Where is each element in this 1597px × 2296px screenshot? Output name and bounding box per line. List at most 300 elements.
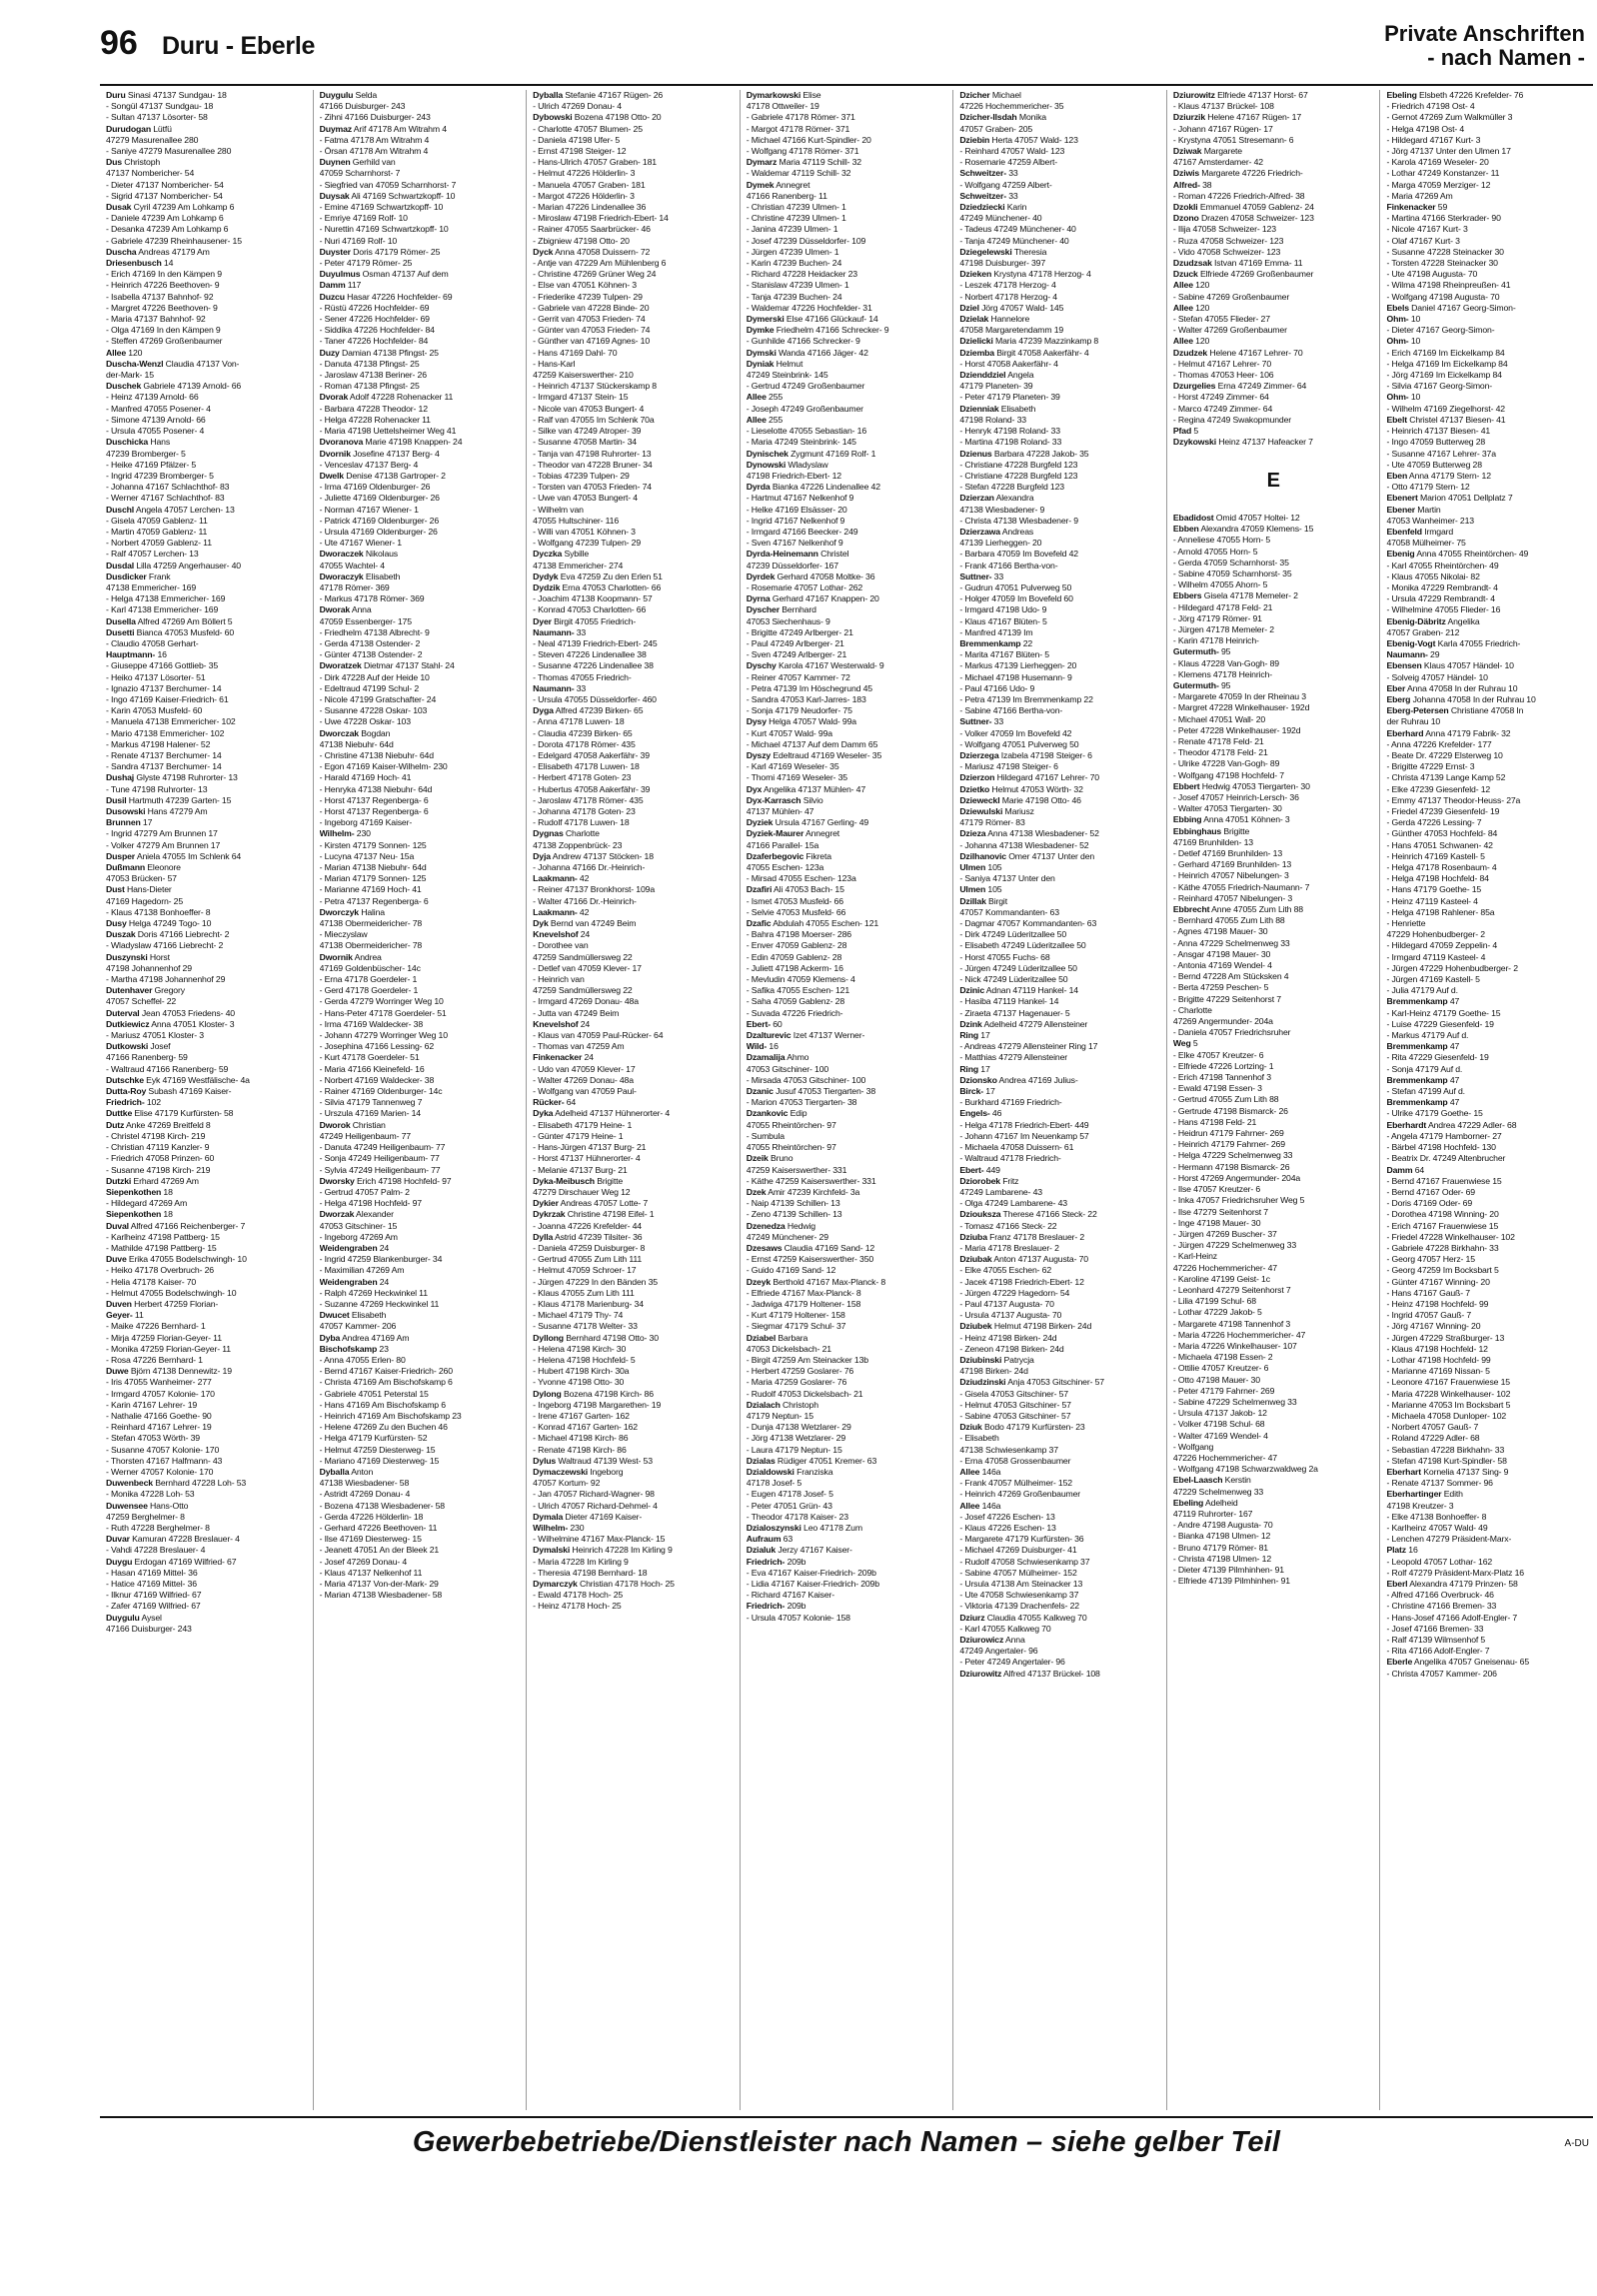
directory-entry: 47166 Ranenberg- 59 — [106, 1052, 188, 1063]
directory-entry: Dzialuk Jerzy 47167 Kaiser- — [746, 1545, 852, 1556]
directory-entry: - Dorothee van — [533, 940, 589, 951]
directory-entry: Dzienus Barbara 47228 Jakob- 35 — [959, 448, 1089, 459]
directory-entry: - Helena 47198 Hochfeld- 5 — [533, 1354, 636, 1365]
directory-entry: - Elke 47055 Eschen- 62 — [959, 1265, 1052, 1276]
directory-entry: - Heinz 47178 Hoch- 25 — [533, 1601, 622, 1612]
directory-entry: Dziurowicz Anna — [959, 1635, 1025, 1646]
section-title — [1384, 22, 1585, 70]
directory-entry: - Ute 47167 Wiener- 1 — [319, 538, 402, 549]
directory-entry: 47166 Duisburger- 243 — [106, 1623, 192, 1634]
directory-entry: - Walter 47269 Donau- 48a — [533, 1074, 634, 1085]
directory-entry: - Elfriede 47167 Max-Planck- 8 — [746, 1287, 861, 1298]
directory-entry: Duynen Gerhild van — [319, 157, 396, 168]
directory-entry: - Heinrich 47137 Stückerskamp 8 — [533, 381, 657, 392]
directory-entry: - Ruth 47228 Berghelmer- 8 — [106, 1523, 210, 1533]
directory-entry: - Ulrike 47228 Van-Gogh- 89 — [1172, 758, 1280, 769]
directory-entry: - Edeltraud 47199 Schul- 2 — [319, 682, 420, 693]
directory-entry: - Ursula 47137 Augusta- 70 — [959, 1310, 1062, 1321]
directory-entry: Brunnen 17 — [106, 817, 153, 828]
directory-entry: - Irmgard 47166 Beecker- 249 — [746, 526, 858, 537]
directory-entry: - Jürgen 47239 Ulmen- 1 — [746, 246, 839, 257]
directory-entry: - Beate Dr. 47229 Elsterweg 10 — [1386, 749, 1503, 760]
directory-entry: Ebben Alexandra 47059 Klemens- 15 — [1172, 524, 1314, 535]
directory-entry: - Hans-Josef 47166 Adolf-Engler- 7 — [1386, 1612, 1518, 1623]
directory-entry: Eberhard Anna 47179 Fabrik- 32 — [1386, 727, 1511, 738]
directory-entry: - Uwe van 47053 Bungert- 4 — [533, 493, 638, 504]
directory-entry: Dzudzek Helene 47167 Lehrer- 70 — [1172, 347, 1303, 358]
directory-entry: - Gerd 47178 Goerdeler- 1 — [319, 985, 419, 996]
directory-entry: - Wilhelmine 47167 Max-Planck- 15 — [533, 1534, 666, 1545]
directory-entry: - Renate 47198 Kirch- 86 — [533, 1444, 627, 1455]
directory-entry: 47057 Kammer- 206 — [319, 1321, 397, 1332]
directory-entry: - Sandra 47053 Karl-Jarres- 183 — [746, 693, 866, 704]
directory-entry: - Wolfgang 47198 Hochfeld- 7 — [1172, 769, 1284, 780]
directory-entry: - Hans-Ulrich 47057 Graben- 181 — [533, 157, 657, 168]
directory-entry: - Waldemar 47226 Hochfelder- 31 — [746, 302, 872, 313]
directory-entry: - Ralf 47139 Wilmsenhof 5 — [1386, 1635, 1486, 1646]
directory-entry: - Else van 47051 Köhnen- 3 — [533, 280, 637, 291]
directory-entry: - Sabine 47053 Gitschiner- 57 — [959, 1410, 1071, 1421]
directory-entry: - Detlef van 47059 Klever- 17 — [533, 962, 642, 973]
directory-entry: - Karlheinz 47057 Wald- 49 — [1386, 1523, 1488, 1533]
directory-entry: Dzykowski Heinz 47137 Hafeacker 7 — [1172, 437, 1313, 448]
directory-entry: - Herbert 47178 Goten- 23 — [533, 772, 632, 783]
directory-entry: - Antje van 47229 Am Mühlenberg 6 — [533, 258, 667, 269]
directory-entry: - Friedel 47239 Giesenfeld- 19 — [1386, 806, 1500, 816]
directory-entry: Dziubek Helmut 47198 Birken- 24d — [959, 1321, 1092, 1332]
directory-entry: - Ilse 47057 Kreutzer- 6 — [1172, 1184, 1261, 1195]
directory-entry: - Daniele 47239 Am Lohkamp 6 — [106, 213, 224, 224]
directory-entry: - Tanja 47239 Buchen- 24 — [746, 291, 842, 302]
directory-entry: - Margret 47226 Beethoven- 9 — [106, 302, 218, 313]
directory-entry: - Hildegard 47167 Kurt- 3 — [1386, 134, 1481, 145]
directory-entry: - Roman 47226 Friedrich-Alfred- 38 — [1172, 190, 1305, 201]
directory-entry: - Horst 47137 Hühnerorter- 4 — [533, 1153, 641, 1164]
directory-entry: - Irmgard 47198 Udo- 9 — [959, 604, 1047, 615]
directory-entry: - Karlheinz 47198 Pattberg- 15 — [106, 1231, 220, 1242]
directory-entry: - Gernot 47269 Zum Walkmüller 3 — [1386, 112, 1513, 123]
directory-entry: Dzeyk Berthold 47167 Max-Planck- 8 — [746, 1276, 886, 1287]
directory-entry: - Ingeborg 47169 Kaiser- — [319, 817, 413, 828]
directory-entry: - Berta 47259 Peschen- 5 — [1172, 982, 1269, 993]
directory-entry: - Ralf van 47055 Im Schlenk 70a — [533, 414, 655, 425]
directory-entry: Ulmen 105 — [959, 884, 1002, 895]
directory-entry: - Vahdi 47228 Breslauer- 4 — [106, 1545, 206, 1556]
directory-entry: - Naip 47139 Schillen- 13 — [746, 1198, 840, 1209]
directory-entry: - Christine 47138 Niebuhr- 64d — [319, 749, 434, 760]
directory-entry: - Ingeborg 47198 Margarethen- 19 — [533, 1399, 662, 1410]
directory-entry: - Gabriele 47051 Peterstal 15 — [319, 1388, 429, 1399]
directory-entry: - Marga 47059 Merziger- 12 — [1386, 179, 1491, 190]
directory-entry: - Ingrid 47057 Gauß- 7 — [1386, 1310, 1472, 1321]
directory-entry: - Inge 47198 Mauer- 30 — [1172, 1217, 1261, 1228]
directory-entry: - Heinrich 47169 Kastell- 5 — [1386, 850, 1485, 861]
directory-entry: Dynischek Zygmunt 47169 Rolf- 1 — [746, 448, 876, 459]
directory-entry: Dzienddziel Angela — [959, 370, 1034, 381]
directory-entry: - Helga 47178 Friedrich-Ebert- 449 — [959, 1119, 1089, 1130]
directory-entry: 47259 Kaiserswerther- 331 — [746, 1164, 847, 1175]
directory-entry: - Susanne 47167 Lehrer- 37a — [1386, 448, 1496, 459]
directory-entry: - Gabriele 47239 Rheinhausener- 15 — [106, 235, 242, 246]
directory-entry: - Lothar 47229 Jakob- 5 — [1172, 1307, 1262, 1318]
directory-entry: Dzierzega Izabela 47198 Steiger- 6 — [959, 749, 1092, 760]
directory-entry: - Edin 47059 Gablenz- 28 — [746, 951, 842, 962]
directory-entry: Dymala Dieter 47169 Kaiser- — [533, 1511, 643, 1522]
directory-entry: 47166 Duisburger- 243 — [319, 101, 406, 112]
directory-entry: - Sigrid 47137 Nombericher- 54 — [106, 190, 223, 201]
directory-entry: - Dirk 47228 Auf der Heide 10 — [319, 671, 430, 682]
directory-entry: Dusowski Hans 47279 Am — [106, 806, 208, 816]
directory-entry: Dutkowski Josef — [106, 1041, 171, 1052]
directory-entry: - Hildegard 47269 Am — [106, 1198, 188, 1209]
directory-entry: Laakmann- 42 — [533, 873, 590, 884]
directory-entry: - Johann 47279 Worringer Weg 10 — [319, 1030, 448, 1041]
directory-entry: Dzionsko Andrea 47169 Julius- — [959, 1074, 1078, 1085]
directory-entry: Dziel Jörg 47057 Wald- 145 — [959, 302, 1064, 313]
directory-entry: - Danuta 47138 Pfingst- 25 — [319, 358, 420, 369]
directory-entry: - Andreas 47279 Allensteiner Ring 17 — [959, 1041, 1098, 1052]
directory-entry: - Friedrich 47198 Ost- 4 — [1386, 101, 1475, 112]
directory-entry: - Lucyna 47137 Neu- 15a — [319, 850, 415, 861]
directory-entry: Duscha-Wenzl Claudia 47137 Von- — [106, 358, 240, 369]
directory-entry: - Emine 47169 Schwartzkopff- 10 — [319, 202, 444, 213]
directory-entry: - Reinhard 47057 Wald- 123 — [959, 146, 1065, 157]
directory-entry: - Ingrid 47279 Am Brunnen 17 — [106, 828, 218, 839]
directory-entry: - Michael 47137 Auf dem Damm 65 — [746, 738, 878, 749]
directory-entry: Dzankovic Edip — [746, 1108, 807, 1119]
directory-entry: Dyballa Anton — [319, 1466, 374, 1477]
directory-entry: - Sabine 47059 Scharnhorst- 35 — [1172, 568, 1292, 578]
directory-entry: - Zihni 47166 Duisburger- 243 — [319, 112, 431, 123]
directory-entry: Dworak Anna — [319, 604, 372, 615]
directory-entry: Dusetti Bianca 47053 Musfeld- 60 — [106, 626, 235, 637]
directory-entry: - Horst 47137 Regenberga- 6 — [319, 794, 429, 805]
directory-entry: - Stanislaw 47239 Ulmen- 1 — [746, 280, 849, 291]
directory-entry: - Heinrich van — [533, 974, 585, 985]
spacer — [1173, 502, 1374, 513]
directory-entry: - Heinz 47198 Hochfeld- 99 — [1386, 1298, 1489, 1309]
directory-entry: - Tomasz 47166 Steck- 22 — [959, 1220, 1057, 1231]
directory-entry: - Joanna 47226 Krefelder- 44 — [533, 1220, 642, 1231]
directory-entry: Ebbrecht Anne 47055 Zum Lith 88 — [1172, 904, 1303, 915]
directory-entry: - Rosa 47226 Bernhard- 1 — [106, 1354, 203, 1365]
section-letter: E — [1266, 469, 1280, 492]
directory-entry: - Hans 47169 Dahl- 70 — [533, 347, 618, 358]
directory-entry: - Werner 47167 Schlachthof- 83 — [106, 493, 225, 504]
directory-entry: - Lieselotte 47055 Sebastian- 16 — [746, 426, 867, 437]
directory-entry: Dzafiri Ali 47053 Bach- 15 — [746, 884, 844, 895]
directory-entry: - Jürgen 47229 In den Bänden 35 — [533, 1276, 658, 1287]
directory-entry: Weidengraben 24 — [319, 1276, 390, 1287]
directory-entry: - Günther 47053 Hochfeld- 84 — [1386, 828, 1498, 839]
directory-entry: Ebeling Adelheid — [1172, 1497, 1238, 1508]
directory-entry: - Torsten 47228 Steinacker 30 — [1386, 258, 1498, 269]
directory-entry: Dworatzek Dietmar 47137 Stahl- 24 — [319, 660, 455, 671]
directory-entry: 47053 Siechenhaus- 9 — [746, 615, 830, 626]
directory-entry: - Thorsten 47167 Halfmann- 43 — [106, 1455, 223, 1466]
directory-entry: Suttner- 33 — [959, 716, 1004, 727]
directory-entry: Ebel-Laasch Kerstin — [1172, 1475, 1251, 1486]
directory-entry: - Klaus 47178 Marienburg- 34 — [533, 1298, 644, 1309]
directory-entry: - Claudia 47239 Birken- 65 — [533, 727, 633, 738]
directory-entry: - Helga 47179 Kurfürsten- 52 — [319, 1433, 428, 1444]
directory-entry: - Karl 47169 Weseler- 35 — [746, 761, 839, 772]
directory-entry: - Fatma 47178 Am Witrahm 4 — [319, 134, 430, 145]
directory-entry: Pfad 5 — [1172, 426, 1199, 437]
directory-entry: Duszak Doris 47166 Liebrecht- 2 — [106, 929, 230, 940]
directory-entry: Dusak Cyril 47239 Am Lohkamp 6 — [106, 202, 235, 213]
directory-entry: Dziwis Margarete 47226 Friedrich- — [1172, 168, 1303, 179]
directory-entry: - Astridt 47269 Donau- 4 — [319, 1489, 411, 1500]
directory-entry: - Maria 47259 Goslarer- 76 — [746, 1377, 847, 1388]
directory-entry: - Michaela 47198 Essen- 2 — [1172, 1352, 1273, 1363]
directory-entry: Duschek Gabriele 47139 Arnold- 66 — [106, 381, 242, 392]
directory-entry: - Ernst 47259 Kaiserswerther- 350 — [746, 1254, 874, 1265]
directory-entry: - Ursula 47169 Oldenburger- 26 — [319, 526, 438, 537]
directory-entry: - Klaus van 47059 Paul-Rücker- 64 — [533, 1030, 664, 1041]
directory-entry: - Friederike 47239 Tulpen- 29 — [533, 291, 643, 302]
directory-entry: Dzicher-Ilsdah Monika — [959, 112, 1046, 123]
directory-entry: - Gisela 47053 Gitschiner- 57 — [959, 1388, 1068, 1399]
directory-entry: Ebbers Gisela 47178 Memeler- 2 — [1172, 590, 1298, 601]
directory-entry: 47239 Bromberger- 5 — [106, 448, 186, 459]
directory-entry: - Ilse 47279 Seitenhorst 7 — [1172, 1206, 1268, 1217]
directory-entry: Bremmenkamp 22 — [959, 637, 1033, 648]
directory-entry: - Heidrun 47179 Fahrner- 269 — [1172, 1128, 1284, 1139]
directory-entry: Ohm- 10 — [1386, 336, 1421, 347]
directory-entry: - Georg 47057 Herz- 15 — [1386, 1254, 1475, 1265]
directory-entry: - Renate 47178 Feld- 21 — [1172, 735, 1264, 746]
directory-entry: - Jadwiga 47179 Holtener- 158 — [746, 1298, 861, 1309]
directory-entry: - Mirsad 47055 Eschen- 123a — [746, 873, 856, 884]
directory-entry: der Ruhrau 10 — [1386, 716, 1441, 727]
directory-entry: - Michael 47198 Kirch- 86 — [533, 1433, 629, 1444]
directory-entry: - Harald 47169 Hoch- 41 — [319, 772, 412, 783]
directory-entry: - Monika 47228 Loh- 53 — [106, 1489, 195, 1500]
directory-entry: - Steven 47226 Lindenallee 38 — [533, 649, 647, 660]
directory-entry: Dylong Bozena 47198 Kirch- 86 — [533, 1388, 654, 1399]
directory-entry: - Hatice 47169 Mittel- 36 — [106, 1579, 197, 1590]
directory-entry: - Bernd 47167 Oder- 69 — [1386, 1186, 1475, 1197]
directory-entry: - Alfred 47166 Overbruck- 46 — [1386, 1590, 1494, 1601]
directory-entry: Eberhartinger Edith — [1386, 1489, 1463, 1500]
directory-entry: - Kirsten 47179 Sonnen- 125 — [319, 839, 427, 850]
directory-entry: - Monika 47259 Florian-Geyer- 11 — [106, 1343, 231, 1354]
directory-entry: - Sylvia 47249 Heiligenbaum- 77 — [319, 1164, 441, 1175]
directory-entry: - Viktoria 47139 Drachenfels- 22 — [959, 1601, 1079, 1612]
directory-entry: - Elfriede 47139 Pilmhinhen- 91 — [1172, 1576, 1290, 1587]
directory-entry: - Rita 47166 Adolf-Engler- 7 — [1386, 1646, 1490, 1657]
directory-entry: 47138 Schwiesenkamp 37 — [959, 1444, 1058, 1455]
directory-entry: - Torsten van 47053 Frieden- 74 — [533, 482, 652, 493]
directory-entry: Dusdal Lilla 47259 Angerhauser- 40 — [106, 560, 241, 571]
directory-entry: - Isabella 47137 Bahnhof- 92 — [106, 291, 214, 302]
directory-entry: - Maria 47137 Von-der-Mark- 29 — [319, 1579, 439, 1590]
directory-entry: Dydzik Erna 47053 Charlotten- 66 — [533, 581, 662, 592]
directory-entry: - Bernd 47167 Frauenwiese 15 — [1386, 1175, 1502, 1186]
directory-entry: - Theodor 47178 Feld- 21 — [1172, 747, 1268, 758]
directory-entry: - Irene 47167 Garten- 162 — [533, 1410, 630, 1421]
directory-entry: - Udo van 47059 Klever- 17 — [533, 1063, 636, 1074]
directory-entry: 47059 Scharnhorst- 7 — [319, 168, 401, 179]
directory-entry: - Gunhilde 47166 Schrecker- 9 — [746, 336, 860, 347]
directory-entry: - Klaus 47167 Blüten- 5 — [959, 615, 1047, 626]
directory-entry: - Walter 47169 Wendel- 4 — [1172, 1430, 1268, 1441]
directory-entry: - Ralph 47269 Heckwinkel 11 — [319, 1287, 428, 1298]
directory-entry: - Bernd 47167 Kaiser-Friedrich- 260 — [319, 1366, 453, 1377]
directory-entry: - Johanna 47178 Goten- 23 — [533, 806, 636, 816]
directory-entry: Dutschke Eyk 47169 Westfälische- 4a — [106, 1074, 250, 1085]
directory-entry: 47138 Obermeidericher- 78 — [319, 918, 423, 929]
directory-entry: - Wolfgang 47198 Augusta- 70 — [1386, 291, 1500, 302]
directory-entry: - Birgit 47259 Am Steinacker 13b — [746, 1354, 868, 1365]
directory-entry: Wilhelm- 230 — [533, 1523, 585, 1533]
directory-entry: Schweitzer- 33 — [959, 190, 1018, 201]
directory-entry: - Susanne 47198 Kirch- 219 — [106, 1164, 211, 1175]
directory-entry: - Ursula 47138 Am Steinacker 13 — [959, 1579, 1083, 1590]
directory-entry: - Martha 47198 Johannenhof 29 — [106, 974, 226, 985]
directory-entry: - Ute 47058 Schwiesenkamp 37 — [959, 1590, 1079, 1601]
directory-entry: 47055 Eschen- 123a — [746, 862, 824, 873]
directory-entry: - Miroslaw 47198 Friedrich-Ebert- 14 — [533, 213, 669, 224]
directory-entry: - Maria 47228 Im Kirling 9 — [533, 1556, 629, 1567]
directory-entry: - Michael 47179 Thy- 74 — [533, 1310, 624, 1321]
directory-entry: - Anneliese 47055 Horn- 5 — [1172, 535, 1271, 546]
directory-entry: - Jürgen 47169 Kastell- 5 — [1386, 974, 1480, 985]
directory-entry: Dzesaws Claudia 47169 Sand- 12 — [746, 1242, 875, 1253]
directory-entry: 47259 Sandmüllersweg 22 — [533, 985, 633, 996]
directory-entry: - Maria 47226 Winkelhauser- 107 — [1172, 1340, 1297, 1351]
directory-entry: Duttke Elise 47179 Kurfürsten- 58 — [106, 1108, 234, 1119]
directory-entry: - Marianne 47169 Hoch- 41 — [319, 884, 422, 895]
directory-entry: - Richard 47167 Kaiser- — [746, 1590, 835, 1601]
directory-entry: - Johanna 47167 Schlachthof- 83 — [106, 482, 230, 493]
directory-entry: Ebenig-Däbritz Angelika — [1386, 615, 1480, 626]
directory-entry: - Klaus 47228 Van-Gogh- 89 — [1172, 657, 1279, 668]
directory-entry: - Hans 47198 Feld- 21 — [1172, 1116, 1257, 1127]
directory-entry: Dzenedza Hedwig — [746, 1220, 815, 1231]
directory-entry: Duval Alfred 47166 Reichenberger- 7 — [106, 1220, 246, 1231]
directory-entry: - Petra 47139 Im Höschegrund 45 — [746, 682, 872, 693]
directory-entry: - Rainer 47055 Saarbrücker- 46 — [533, 224, 651, 235]
directory-entry: - Gerda 47226 Hölderlin- 18 — [319, 1511, 424, 1522]
directory-entry: - Elke 47057 Kreutzer- 6 — [1172, 1049, 1264, 1060]
directory-entry: - Ilija 47058 Schweizer- 123 — [1172, 224, 1276, 235]
directory-entry: - Volker 47279 Am Brunnen 17 — [106, 839, 221, 850]
directory-entry: 47138 Emmericher- 169 — [106, 581, 197, 592]
directory-entry: - Olaf 47167 Kurt- 3 — [1386, 235, 1460, 246]
footer-rule — [100, 2116, 1593, 2118]
directory-entry: - Bernd 47228 Am Stücksken 4 — [1172, 971, 1289, 982]
directory-entry: Dziedziecki Karin — [959, 202, 1027, 213]
directory-entry: - Jürgen 47229 Straßburger- 13 — [1386, 1332, 1505, 1343]
directory-entry: 47137 Nombericher- 54 — [106, 168, 195, 179]
directory-entry: - Michael 47051 Wall- 20 — [1172, 713, 1266, 724]
directory-entry: 47178 Josef- 5 — [746, 1478, 802, 1489]
directory-entry: Dzalturevic Izet 47137 Werner- — [746, 1030, 865, 1041]
directory-entry: 47053 Gitschiner- 100 — [746, 1063, 829, 1074]
directory-entry: - Christa 47169 Am Bischofskamp 6 — [319, 1377, 453, 1388]
directory-entry: Dylus Waltraud 47139 West- 53 — [533, 1455, 653, 1466]
directory-entry: 47178 Ottweiler- 19 — [746, 101, 819, 112]
directory-entry: - Norbert 47057 Gauß- 7 — [1386, 1422, 1479, 1433]
directory-entry: - Helga 47169 Im Eickelkamp 84 — [1386, 358, 1508, 369]
directory-entry: - Mario 47138 Emmericher- 102 — [106, 727, 225, 738]
directory-entry: Eberhardt Andrea 47229 Adler- 68 — [1386, 1119, 1517, 1130]
directory-entry: - Ursula 47137 Jakob- 12 — [1172, 1408, 1267, 1419]
directory-entry: 47057 Graben- 212 — [1386, 626, 1460, 637]
directory-entry: - Rainer 47169 Oldenburger- 14c — [319, 1086, 443, 1097]
directory-entry: - Heinrich 47137 Biesen- 41 — [1386, 426, 1491, 437]
directory-entry: - Helmut 47055 Bodelschwingh- 10 — [106, 1287, 237, 1298]
directory-entry: Dzialdowski Franziska — [746, 1466, 833, 1477]
directory-entry: - Willi van 47051 Köhnen- 3 — [533, 526, 636, 537]
directory-entry: - Konrad 47167 Garten- 162 — [533, 1422, 638, 1433]
directory-entry: Hauptmann- 16 — [106, 649, 167, 660]
directory-entry: - Bruno 47179 Römer- 81 — [1172, 1542, 1268, 1553]
directory-entry: - Erich 47198 Tannenhof 3 — [1172, 1072, 1271, 1083]
directory-entry: Dyziek-Maurer Annegret — [746, 828, 840, 839]
directory-entry: - Saniya 47137 Unter den — [959, 873, 1055, 884]
directory-entry: - Anna 47229 Schelmenweg 33 — [1172, 937, 1290, 948]
directory-entry: - Helga 47198 Ost- 4 — [1386, 123, 1465, 134]
directory-entry: Allee 255 — [746, 392, 784, 403]
directory-entry: Ebbert Hedwig 47053 Tiergarten- 30 — [1172, 780, 1310, 791]
page-header — [100, 14, 1593, 94]
directory-entry: - Nurettin 47169 Schwartzkopff- 10 — [319, 224, 449, 235]
directory-entry: - Agnes 47198 Mauer- 30 — [1172, 926, 1268, 937]
directory-entry: - Sandra 47137 Berchumer- 14 — [106, 761, 222, 772]
directory-entry: Wild- 16 — [746, 1041, 779, 1052]
directory-entry: - Nicole 47199 Gratschafter- 24 — [319, 693, 437, 704]
directory-entry: Dutkiewicz Anna 47051 Kloster- 3 — [106, 1018, 235, 1029]
directory-entry: - Thomas 47053 Heer- 106 — [1172, 370, 1274, 381]
directory-entry: - Susanne 47228 Oskar- 103 — [319, 705, 428, 716]
directory-entry: - Roland 47229 Adler- 68 — [1386, 1433, 1480, 1444]
directory-entry: Dzietko Helmut 47053 Wörth- 32 — [959, 783, 1083, 794]
directory-entry: - Gerda 47279 Worringer Weg 10 — [319, 996, 444, 1007]
directory-entry: 47138 Emmericher- 274 — [533, 560, 624, 571]
directory-entry: - Julia 47179 Auf d. — [1386, 985, 1458, 996]
directory-entry: Weg 5 — [1172, 1038, 1198, 1049]
directory-entry: - Stefan 47228 Burgfeld 123 — [959, 482, 1064, 493]
directory-entry: Ebelt Christel 47137 Biesen- 41 — [1386, 414, 1506, 425]
directory-entry: 47166 Parallel- 15a — [746, 839, 819, 850]
directory-entry: - Elisabeth 47249 Lüderitzallee 50 — [959, 940, 1086, 951]
directory-entry: - Markus 47198 Halener- 52 — [106, 738, 211, 749]
directory-entry: - Danuta 47249 Heiligenbaum- 77 — [319, 1142, 446, 1153]
directory-entry: - Irma 47169 Waldecker- 38 — [319, 1018, 424, 1029]
directory-entry: Naumann- 29 — [1386, 649, 1440, 660]
directory-entry: - Lenchen 47279 Präsident-Marx- — [1386, 1534, 1512, 1545]
directory-entry: - Horst 47055 Fuchs- 68 — [959, 951, 1050, 962]
directory-entry: - Christine 47166 Bremen- 33 — [1386, 1601, 1497, 1612]
directory-entry: Rücker- 64 — [533, 1097, 577, 1108]
directory-entry: - Hans 47167 Gauß- 7 — [1386, 1287, 1470, 1298]
directory-entry: - Henriette — [1386, 918, 1426, 929]
directory-entry: Geyer- 11 — [106, 1310, 144, 1321]
directory-entry: - Josef 47239 Düsseldorfer- 109 — [746, 235, 866, 246]
directory-entry: - Walter 47166 Dr.-Heinrich- — [533, 895, 637, 906]
directory-entry: - Bianka 47198 Ulmen- 12 — [1172, 1531, 1271, 1542]
directory-entry: Bremmenkamp 47 — [1386, 1041, 1460, 1052]
directory-entry: - Margarete 47179 Kurfürsten- 36 — [959, 1534, 1084, 1545]
directory-entry: - Ulrich 47269 Donau- 4 — [533, 101, 622, 112]
directory-entry: - Helga 47138 Emmericher- 169 — [106, 593, 226, 604]
directory-entry: - Hans 47169 Am Bischofskamp 6 — [319, 1399, 446, 1410]
directory-entry: - Beatrix Dr. 47249 Altenbrucher — [1386, 1153, 1506, 1164]
directory-entry: Damm 117 — [319, 280, 362, 291]
